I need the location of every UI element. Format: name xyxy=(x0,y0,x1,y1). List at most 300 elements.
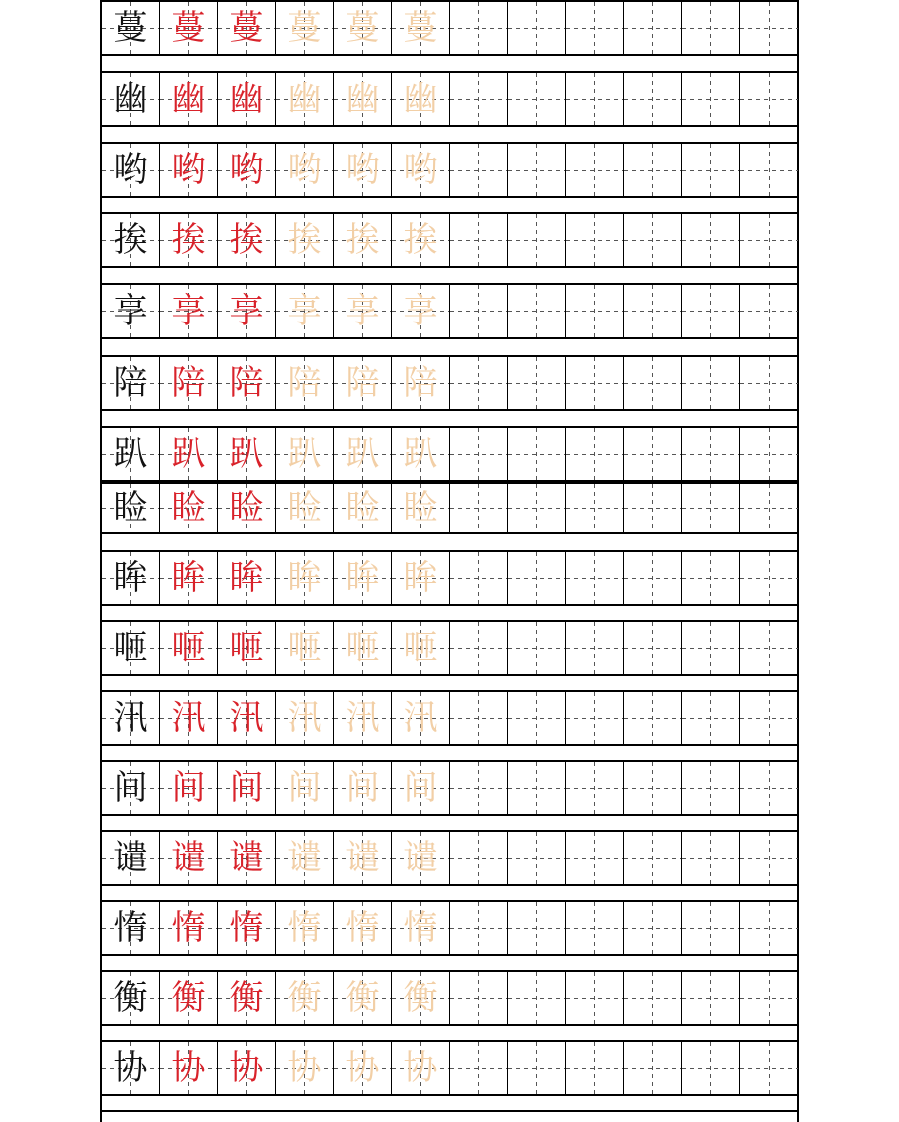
red-glyph: 衡 xyxy=(229,978,264,1018)
trace-cell xyxy=(392,357,450,409)
red-example-cell xyxy=(218,1042,276,1094)
blank-practice-cell xyxy=(508,214,566,266)
practice-row xyxy=(102,355,797,411)
blank-practice-cell xyxy=(450,214,508,266)
trace-glyph: 协 xyxy=(403,1048,438,1088)
trace-glyph: 幽 xyxy=(287,79,322,119)
trace-cell xyxy=(276,552,334,604)
red-example-cell xyxy=(218,2,276,54)
blank-practice-cell xyxy=(624,552,682,604)
blank-practice-cell xyxy=(566,832,624,884)
trace-glyph: 哟 xyxy=(403,150,438,190)
blank-practice-cell xyxy=(624,73,682,125)
blank-practice-cell xyxy=(508,622,566,674)
practice-row xyxy=(102,482,797,534)
red-glyph: 趴 xyxy=(229,434,264,474)
model-glyph: 眸 xyxy=(113,558,148,598)
trace-glyph: 蔓 xyxy=(287,8,322,48)
red-glyph: 汛 xyxy=(229,698,264,738)
model-character-cell xyxy=(102,73,160,125)
trace-glyph: 享 xyxy=(287,291,322,331)
blank-practice-cell xyxy=(508,2,566,54)
trace-glyph: 享 xyxy=(403,291,438,331)
blank-practice-cell xyxy=(740,972,798,1024)
trace-cell xyxy=(276,762,334,814)
trace-glyph: 惰 xyxy=(403,908,438,948)
blank-practice-cell xyxy=(682,832,740,884)
red-glyph: 间 xyxy=(171,768,206,808)
red-glyph: 惰 xyxy=(171,908,206,948)
blank-practice-cell xyxy=(566,692,624,744)
blank-practice-cell xyxy=(508,73,566,125)
blank-practice-cell xyxy=(566,484,624,532)
trace-cell xyxy=(334,762,392,814)
blank-practice-cell xyxy=(566,762,624,814)
blank-practice-cell xyxy=(566,972,624,1024)
trace-cell xyxy=(392,484,450,532)
blank-practice-cell xyxy=(450,285,508,337)
practice-row xyxy=(102,830,797,886)
blank-practice-cell xyxy=(624,1042,682,1094)
blank-practice-cell xyxy=(740,832,798,884)
blank-practice-cell xyxy=(450,2,508,54)
blank-practice-cell xyxy=(740,73,798,125)
red-glyph: 蔓 xyxy=(171,8,206,48)
trace-cell xyxy=(392,73,450,125)
trace-glyph: 咂 xyxy=(345,628,380,668)
model-character-cell xyxy=(102,902,160,954)
trace-glyph: 睑 xyxy=(345,488,380,528)
blank-practice-cell xyxy=(624,902,682,954)
blank-practice-cell xyxy=(508,357,566,409)
red-example-cell xyxy=(160,73,218,125)
red-glyph: 谴 xyxy=(171,838,206,878)
blank-practice-cell xyxy=(682,762,740,814)
blank-practice-cell xyxy=(682,692,740,744)
blank-practice-cell xyxy=(624,832,682,884)
trace-cell xyxy=(276,285,334,337)
red-glyph: 趴 xyxy=(171,434,206,474)
blank-practice-cell xyxy=(624,144,682,196)
model-character-cell xyxy=(102,144,160,196)
practice-row xyxy=(102,142,797,198)
trace-glyph: 汛 xyxy=(345,698,380,738)
red-example-cell xyxy=(160,762,218,814)
blank-practice-cell xyxy=(682,357,740,409)
model-character-cell xyxy=(102,428,160,480)
model-glyph: 衡 xyxy=(113,978,148,1018)
blank-practice-cell xyxy=(682,1042,740,1094)
red-glyph: 咂 xyxy=(229,628,264,668)
blank-practice-cell xyxy=(450,832,508,884)
red-example-cell xyxy=(218,692,276,744)
red-glyph: 睑 xyxy=(229,488,264,528)
model-character-cell xyxy=(102,692,160,744)
practice-row xyxy=(102,550,797,606)
trace-glyph: 谴 xyxy=(287,838,322,878)
red-example-cell xyxy=(160,902,218,954)
blank-practice-cell xyxy=(566,1042,624,1094)
red-glyph: 陪 xyxy=(171,363,206,403)
trace-glyph: 陪 xyxy=(403,363,438,403)
red-example-cell xyxy=(160,144,218,196)
blank-practice-cell xyxy=(508,832,566,884)
blank-practice-cell xyxy=(508,428,566,480)
red-example-cell xyxy=(218,902,276,954)
practice-row xyxy=(102,426,797,482)
blank-practice-cell xyxy=(450,1042,508,1094)
trace-cell xyxy=(392,428,450,480)
red-example-cell xyxy=(160,357,218,409)
blank-practice-cell xyxy=(740,552,798,604)
red-example-cell xyxy=(160,692,218,744)
trace-glyph: 睑 xyxy=(287,488,322,528)
trace-cell xyxy=(392,622,450,674)
trace-cell xyxy=(276,484,334,532)
trace-glyph: 享 xyxy=(345,291,380,331)
trace-cell xyxy=(392,214,450,266)
red-example-cell xyxy=(218,552,276,604)
blank-practice-cell xyxy=(740,622,798,674)
blank-practice-cell xyxy=(450,428,508,480)
trace-glyph: 谴 xyxy=(345,838,380,878)
trace-glyph: 间 xyxy=(345,768,380,808)
trace-cell xyxy=(334,484,392,532)
trace-glyph: 衡 xyxy=(403,978,438,1018)
red-example-cell xyxy=(218,762,276,814)
trace-glyph: 幽 xyxy=(403,79,438,119)
trace-cell xyxy=(392,972,450,1024)
trace-cell xyxy=(276,428,334,480)
blank-practice-cell xyxy=(566,144,624,196)
trace-cell xyxy=(276,2,334,54)
trace-cell xyxy=(334,357,392,409)
trace-glyph: 协 xyxy=(287,1048,322,1088)
practice-row xyxy=(102,283,797,339)
blank-practice-cell xyxy=(740,692,798,744)
trace-cell xyxy=(334,972,392,1024)
blank-practice-cell xyxy=(566,622,624,674)
red-example-cell xyxy=(218,144,276,196)
trace-cell xyxy=(276,972,334,1024)
trace-glyph: 咂 xyxy=(287,628,322,668)
blank-practice-cell xyxy=(624,762,682,814)
blank-practice-cell xyxy=(682,428,740,480)
model-character-cell xyxy=(102,762,160,814)
trace-glyph: 趴 xyxy=(345,434,380,474)
red-glyph: 幽 xyxy=(229,79,264,119)
blank-practice-cell xyxy=(682,622,740,674)
trace-glyph: 蔓 xyxy=(345,8,380,48)
trace-glyph: 间 xyxy=(403,768,438,808)
trace-cell xyxy=(392,144,450,196)
blank-practice-cell xyxy=(740,484,798,532)
model-character-cell xyxy=(102,552,160,604)
red-example-cell xyxy=(218,622,276,674)
trace-cell xyxy=(334,214,392,266)
blank-practice-cell xyxy=(566,73,624,125)
blank-practice-cell xyxy=(624,285,682,337)
model-glyph: 蔓 xyxy=(113,8,148,48)
red-glyph: 幽 xyxy=(171,79,206,119)
blank-practice-cell xyxy=(682,552,740,604)
red-glyph: 协 xyxy=(171,1048,206,1088)
red-glyph: 间 xyxy=(229,768,264,808)
model-glyph: 享 xyxy=(113,291,148,331)
blank-practice-cell xyxy=(740,902,798,954)
trace-cell xyxy=(334,1042,392,1094)
trace-cell xyxy=(392,832,450,884)
red-example-cell xyxy=(218,428,276,480)
blank-practice-cell xyxy=(450,357,508,409)
blank-practice-cell xyxy=(566,902,624,954)
blank-practice-cell xyxy=(740,2,798,54)
trace-cell xyxy=(276,214,334,266)
blank-practice-cell xyxy=(508,484,566,532)
blank-practice-cell xyxy=(566,552,624,604)
model-character-cell xyxy=(102,2,160,54)
trace-glyph: 协 xyxy=(345,1048,380,1088)
blank-practice-cell xyxy=(508,692,566,744)
trace-glyph: 挨 xyxy=(403,220,438,260)
red-glyph: 眸 xyxy=(229,558,264,598)
trace-cell xyxy=(392,2,450,54)
blank-practice-cell xyxy=(740,762,798,814)
red-glyph: 享 xyxy=(229,291,264,331)
model-character-cell xyxy=(102,214,160,266)
practice-row xyxy=(102,690,797,746)
trace-glyph: 哟 xyxy=(287,150,322,190)
blank-practice-cell xyxy=(450,972,508,1024)
red-glyph: 挨 xyxy=(171,220,206,260)
partial-row-divider xyxy=(102,1110,797,1112)
trace-cell xyxy=(276,144,334,196)
blank-practice-cell xyxy=(624,428,682,480)
model-glyph: 汛 xyxy=(113,698,148,738)
red-glyph: 睑 xyxy=(171,488,206,528)
trace-cell xyxy=(334,832,392,884)
red-glyph: 蔓 xyxy=(229,8,264,48)
trace-cell xyxy=(392,1042,450,1094)
blank-practice-cell xyxy=(450,902,508,954)
model-glyph: 陪 xyxy=(113,363,148,403)
blank-practice-cell xyxy=(624,622,682,674)
blank-practice-cell xyxy=(450,484,508,532)
blank-practice-cell xyxy=(624,214,682,266)
blank-practice-cell xyxy=(682,484,740,532)
red-glyph: 享 xyxy=(171,291,206,331)
red-glyph: 咂 xyxy=(171,628,206,668)
red-glyph: 汛 xyxy=(171,698,206,738)
trace-glyph: 幽 xyxy=(345,79,380,119)
trace-cell xyxy=(276,692,334,744)
blank-practice-cell xyxy=(682,902,740,954)
blank-practice-cell xyxy=(508,762,566,814)
model-glyph: 协 xyxy=(113,1048,148,1088)
red-example-cell xyxy=(160,1042,218,1094)
trace-cell xyxy=(276,832,334,884)
trace-cell xyxy=(334,144,392,196)
red-glyph: 哟 xyxy=(229,150,264,190)
trace-cell xyxy=(392,552,450,604)
blank-practice-cell xyxy=(566,357,624,409)
practice-row xyxy=(102,0,797,56)
model-glyph: 挨 xyxy=(113,220,148,260)
trace-glyph: 惰 xyxy=(287,908,322,948)
blank-practice-cell xyxy=(740,1042,798,1094)
trace-cell xyxy=(392,285,450,337)
blank-practice-cell xyxy=(740,214,798,266)
blank-practice-cell xyxy=(624,357,682,409)
trace-glyph: 汛 xyxy=(403,698,438,738)
blank-practice-cell xyxy=(566,2,624,54)
red-glyph: 哟 xyxy=(171,150,206,190)
red-example-cell xyxy=(160,832,218,884)
red-example-cell xyxy=(160,484,218,532)
trace-glyph: 蔓 xyxy=(403,8,438,48)
trace-glyph: 陪 xyxy=(287,363,322,403)
blank-practice-cell xyxy=(682,144,740,196)
model-character-cell xyxy=(102,285,160,337)
trace-cell xyxy=(334,552,392,604)
blank-practice-cell xyxy=(682,214,740,266)
trace-cell xyxy=(334,428,392,480)
red-example-cell xyxy=(160,285,218,337)
model-character-cell xyxy=(102,1042,160,1094)
red-example-cell xyxy=(160,214,218,266)
trace-cell xyxy=(392,902,450,954)
trace-glyph: 眸 xyxy=(287,558,322,598)
blank-practice-cell xyxy=(682,972,740,1024)
model-character-cell xyxy=(102,622,160,674)
practice-row xyxy=(102,212,797,268)
blank-practice-cell xyxy=(624,484,682,532)
blank-practice-cell xyxy=(682,285,740,337)
trace-cell xyxy=(334,285,392,337)
red-example-cell xyxy=(218,357,276,409)
trace-glyph: 哟 xyxy=(345,150,380,190)
red-example-cell xyxy=(160,972,218,1024)
trace-cell xyxy=(334,692,392,744)
blank-practice-cell xyxy=(508,902,566,954)
practice-row xyxy=(102,1040,797,1096)
practice-row xyxy=(102,970,797,1026)
trace-glyph: 睑 xyxy=(403,488,438,528)
trace-glyph: 陪 xyxy=(345,363,380,403)
blank-practice-cell xyxy=(682,2,740,54)
red-example-cell xyxy=(218,832,276,884)
model-glyph: 幽 xyxy=(113,79,148,119)
model-glyph: 谴 xyxy=(113,838,148,878)
trace-cell xyxy=(334,622,392,674)
model-character-cell xyxy=(102,972,160,1024)
trace-glyph: 惰 xyxy=(345,908,380,948)
trace-glyph: 挨 xyxy=(345,220,380,260)
red-glyph: 惰 xyxy=(229,908,264,948)
blank-practice-cell xyxy=(450,144,508,196)
red-glyph: 协 xyxy=(229,1048,264,1088)
blank-practice-cell xyxy=(508,1042,566,1094)
trace-glyph: 汛 xyxy=(287,698,322,738)
blank-practice-cell xyxy=(450,692,508,744)
blank-practice-cell xyxy=(740,144,798,196)
blank-practice-cell xyxy=(624,2,682,54)
trace-cell xyxy=(276,1042,334,1094)
model-character-cell xyxy=(102,484,160,532)
red-example-cell xyxy=(160,552,218,604)
blank-practice-cell xyxy=(450,762,508,814)
model-glyph: 睑 xyxy=(113,488,148,528)
model-glyph: 趴 xyxy=(113,434,148,474)
trace-cell xyxy=(276,622,334,674)
model-character-cell xyxy=(102,357,160,409)
blank-practice-cell xyxy=(740,285,798,337)
blank-practice-cell xyxy=(450,622,508,674)
trace-glyph: 挨 xyxy=(287,220,322,260)
trace-glyph: 眸 xyxy=(403,558,438,598)
trace-cell xyxy=(334,73,392,125)
red-example-cell xyxy=(218,214,276,266)
trace-glyph: 眸 xyxy=(345,558,380,598)
red-example-cell xyxy=(218,972,276,1024)
blank-practice-cell xyxy=(682,73,740,125)
red-example-cell xyxy=(160,428,218,480)
red-glyph: 陪 xyxy=(229,363,264,403)
model-glyph: 间 xyxy=(113,768,148,808)
blank-practice-cell xyxy=(566,285,624,337)
model-character-cell xyxy=(102,832,160,884)
practice-sheet xyxy=(100,0,799,1122)
trace-cell xyxy=(276,902,334,954)
blank-practice-cell xyxy=(508,285,566,337)
red-glyph: 挨 xyxy=(229,220,264,260)
blank-practice-cell xyxy=(508,552,566,604)
trace-cell xyxy=(276,73,334,125)
red-glyph: 衡 xyxy=(171,978,206,1018)
model-glyph: 惰 xyxy=(113,908,148,948)
blank-practice-cell xyxy=(508,144,566,196)
red-example-cell xyxy=(218,285,276,337)
blank-practice-cell xyxy=(566,428,624,480)
red-example-cell xyxy=(218,73,276,125)
trace-cell xyxy=(392,692,450,744)
model-glyph: 咂 xyxy=(113,628,148,668)
trace-glyph: 趴 xyxy=(403,434,438,474)
blank-practice-cell xyxy=(566,214,624,266)
practice-row xyxy=(102,71,797,127)
blank-practice-cell xyxy=(624,972,682,1024)
trace-glyph: 咂 xyxy=(403,628,438,668)
red-glyph: 眸 xyxy=(171,558,206,598)
practice-row xyxy=(102,760,797,816)
practice-row xyxy=(102,900,797,956)
practice-row xyxy=(102,620,797,676)
blank-practice-cell xyxy=(624,692,682,744)
red-example-cell xyxy=(218,484,276,532)
blank-practice-cell xyxy=(450,552,508,604)
trace-glyph: 衡 xyxy=(287,978,322,1018)
red-example-cell xyxy=(160,622,218,674)
model-glyph: 哟 xyxy=(113,150,148,190)
red-example-cell xyxy=(160,2,218,54)
trace-cell xyxy=(334,2,392,54)
blank-practice-cell xyxy=(740,357,798,409)
blank-practice-cell xyxy=(740,428,798,480)
trace-glyph: 间 xyxy=(287,768,322,808)
trace-cell xyxy=(276,357,334,409)
trace-cell xyxy=(392,762,450,814)
trace-glyph: 谴 xyxy=(403,838,438,878)
